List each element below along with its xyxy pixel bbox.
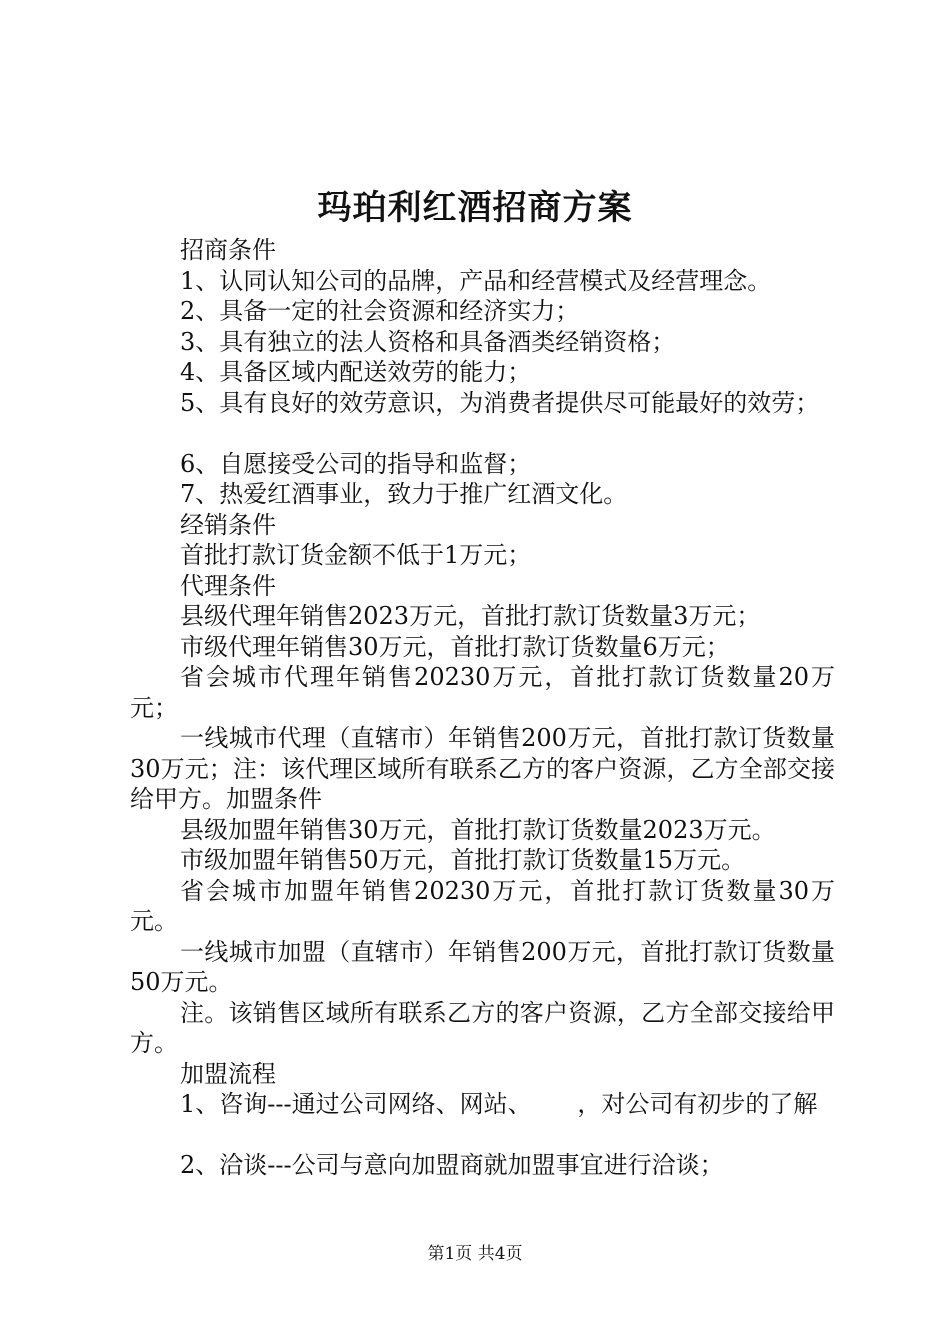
agency-first-tier-city: 一线城市代理（直辖市）年销售200万元，首批打款订货数量30万元；注：该代理区域所有联系乙方的客户资源，乙方全部交接给甲方。加盟条件: [130, 724, 835, 813]
section-heading-distribution-conditions: 经销条件: [180, 510, 276, 539]
process-step-2: 2、洽谈---公司与意向加盟商就加盟事宜进行洽谈；: [180, 1151, 724, 1179]
condition-item-4: 4、具备区域内配送效劳的能力；: [180, 358, 532, 386]
paragraph-gap: [130, 418, 835, 449]
distribution-requirement: 首批打款订货金额不低于1万元；: [180, 541, 532, 569]
agency-county-level: 县级代理年销售2023万元，首批打款订货数量3万元；: [180, 602, 761, 630]
franchise-provincial-capital: 省会城市加盟年销售20230万元，首批打款订货数量30万元。: [130, 876, 835, 935]
page-footer: 第1页 共4页: [427, 1244, 523, 1264]
franchise-first-tier-city: 一线城市加盟（直辖市）年销售200万元，首批打款订货数量50万元。: [130, 937, 835, 996]
franchise-county-level: 县级加盟年销售30万元，首批打款订货数量2023万元。: [180, 815, 776, 844]
paragraph-gap: [130, 1120, 835, 1151]
condition-item-5: 5、具有良好的效劳意识，为消费者提供尽可能最好的效劳；: [180, 388, 820, 417]
condition-item-7: 7、热爱红酒事业，致力于推广红酒文化。: [180, 480, 628, 508]
franchise-city-level: 市级加盟年销售50万元，首批打款订货数量15万元。: [180, 846, 746, 874]
franchise-note: 注。该销售区域所有联系乙方的客户资源，乙方全部交接给甲方。: [130, 998, 835, 1057]
condition-item-2: 2、具备一定的社会资源和经济实力；: [180, 297, 580, 325]
section-heading-franchise-process: 加盟流程: [180, 1059, 276, 1088]
agency-provincial-capital: 省会城市代理年销售20230万元，首批打款订货数量20万元；: [130, 663, 835, 722]
section-heading-recruitment-conditions: 招商条件: [180, 236, 276, 264]
process-step-1: 1、咨询---通过公司网络、网站、 ，对公司有初步的了解: [180, 1090, 818, 1118]
document-body: [130, 235, 835, 1181]
condition-item-1: 1、认同认知公司的品牌，产品和经营模式及经营理念。: [180, 266, 772, 295]
condition-item-6: 6、自愿接受公司的指导和监督；: [180, 449, 532, 478]
condition-item-3: 3、具有独立的法人资格和具备酒类经销资格；: [180, 327, 676, 356]
agency-city-level: 市级代理年销售30万元，首批打款订货数量6万元；: [180, 632, 730, 661]
section-heading-agency-conditions: 代理条件: [180, 571, 276, 600]
document-title: 玛珀利红酒招商方案: [317, 188, 633, 228]
